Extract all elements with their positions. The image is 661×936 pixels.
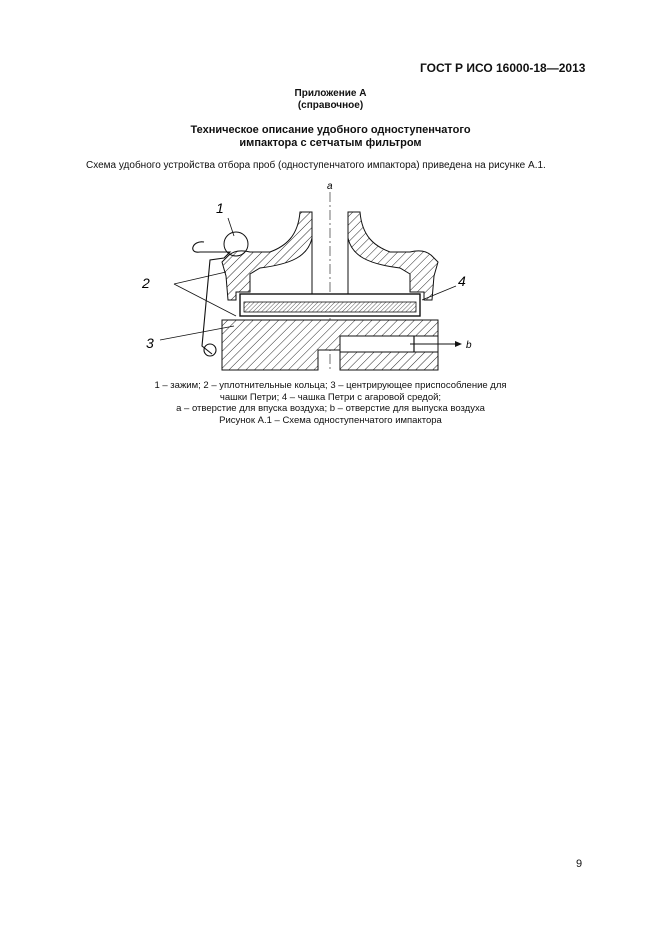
- caption-line-1: 1 – зажим; 2 – уплотнительные кольца; 3 – центрирующее приспособление для: [154, 380, 507, 391]
- annex-type: (справочное): [297, 100, 364, 111]
- caption-line-2: чашки Петри; 4 – чашка Петри с агаровой средой;: [219, 391, 442, 403]
- page-number: 9: [576, 858, 583, 870]
- impactor-diagram: [130, 180, 480, 378]
- standard-header: ГОСТ Р ИСО 16000-18—2013: [420, 61, 586, 75]
- label-4: 4: [458, 273, 466, 289]
- cover-right: [348, 212, 438, 300]
- section-heading: [0, 124, 661, 150]
- heading-line-2: импактора с сетчатым фильтром: [239, 137, 422, 149]
- figure-title: Рисунок А.1 – Схема одноступенчатого импактора: [219, 414, 442, 426]
- caption-line-3: a – отверстие для впуска воздуха; b – отверстие для выпуска воздуха: [176, 403, 485, 414]
- label-a: a: [327, 181, 333, 192]
- leader-2a: [174, 272, 226, 284]
- agar-medium: [244, 302, 416, 312]
- figure-caption: [0, 380, 661, 426]
- clamp-hinge: [204, 344, 216, 356]
- label-1: 1: [216, 200, 224, 216]
- outlet-arrowhead: [455, 341, 462, 347]
- label-b: b: [466, 340, 472, 351]
- label-3: 3: [146, 335, 154, 351]
- intro-paragraph: Схема удобного устройства отбора проб (одноступенчатого импактора) приведена на рисунке А.1.: [86, 160, 546, 171]
- heading-line-1: Техническое описание удобного одноступенчатого: [190, 124, 471, 136]
- annex-title: Приложение А: [294, 88, 367, 99]
- label-2: 2: [142, 275, 150, 291]
